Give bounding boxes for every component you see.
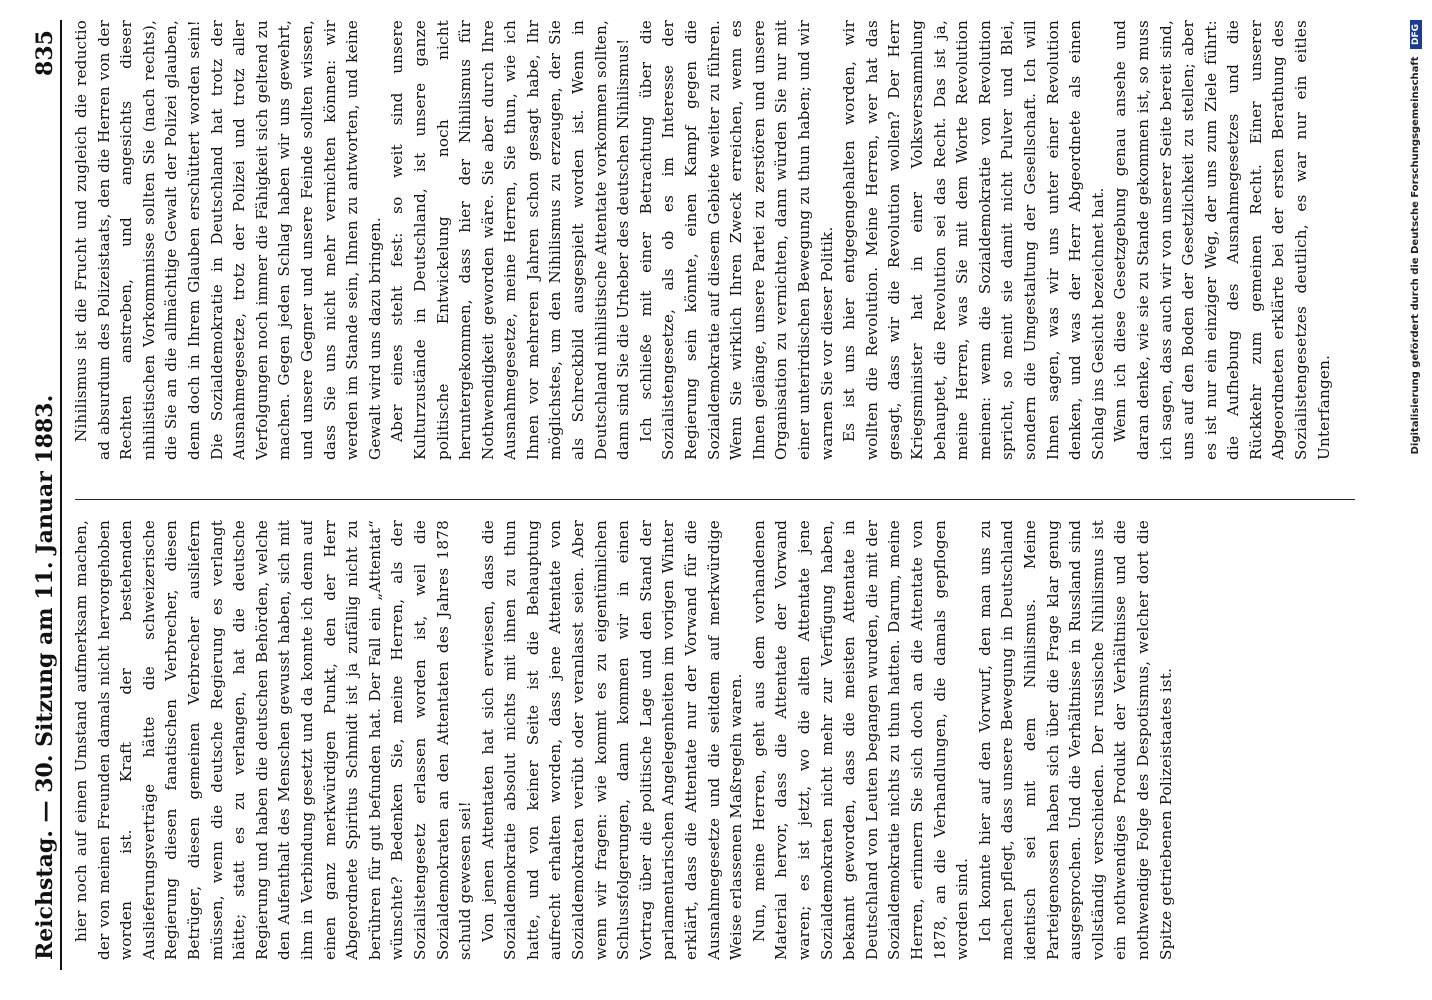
digitization-credit <box>1410 20 1428 980</box>
paragraph: Aber eines steht fest: so weit sind unsere Kulturzustände in Deutschland, ist unsere ganze politische Entwickelung noch nicht heruntergekommen, dass hier der Nihilismus für Nothwendigkeit geworden wäre. Sie aber durch Ihre Ausnahmegesetze, meine Herren, Sie thun, wie ich Ihnen vor mehreren Jahren schon gesagt habe, Ihr möglichstes, um den Nihilismus zu erzeugen, der Sie als Schreckbild ausgespielt worden ist. Wenn in Deutschland nihilistische Attentate vorkommen sollten, dann sind Sie die Urheber des deutschen Nihilismus! <box>388 20 633 460</box>
dfg-logo: DFG <box>1410 20 1422 49</box>
page-header <box>30 20 62 970</box>
text-column-left <box>70 520 1370 960</box>
paragraph: Wenn ich diese Gesetzgebung genau ansehe und daran denke, wie sie zu Stande gekommen ist, so muss ich sagen, dass auch wir von unserer Seite bereit sind, uns auf den Boden der Gesetzlichkeit zu stellen; aber es ist nur ein einziger Weg, der uns zum Ziele führt: die Aufhebung des Ausnahmegesetzes und die Rückkehr zum gemeinen Recht. Einer unserer Abgeordneten erklärte bei der ersten Berathung des Sozialistengesetzes deutlich, es war nur ein eitles Unterfangen. <box>1111 20 1333 460</box>
header-title: Reichstag. — 30. Sitzung am 11. Januar 1883. <box>32 394 58 960</box>
paragraph: Es ist uns hier entgegengehalten worden, wir wollten die Revolution. Meine Herren, wer hat das gesagt, dass wir die Revolution wollen? Der Herr Kriegsminister hat in einer Volksversammlung behauptet, die Revolution sei das Recht. Das ist ja, meine Herren, was Sie mit dem Worte Revolution meinen: wenn die Sozialdemokratie von Revolution spricht, so meint sie damit nicht Pulver und Blei, sondern die Umgestaltung der Gesellschaft. Ich will Ihnen sagen, was wir uns unter einer Revolution denken, und was der Herr Abgeordnete als einen Schlag ins Gesicht bezeichnet hat. <box>840 20 1107 460</box>
paragraph: Nihilismus ist die Frucht und zugleich die reductio ad absurdum des Polizeistaats, den die Herren von der Rechten anstreben, und angesichts dieser nihilistischen Vorkommnisse sollten Sie (nach rechts), die Sie an die allmächtige Gewalt der Polizei glauben, denn doch in Ihrem Glauben erschüttert worden sein! Die Sozialdemokratie in Deutschland hat trotz der Ausnahmegesetze, trotz der Polizei und trotz aller Verfolgungen noch immer die Fähigkeit sich geltend zu machen. Gegen jeden Schlag haben wir uns gewehrt, und unsere Gegner und unsere Feinde sollten wissen, dass Sie uns nicht mehr vernichten können: wir werden im Stande sein, Ihnen zu antworten, und keine Gewalt wird uns dazu bringen. <box>72 20 384 460</box>
credit-text: Digitalisierung gefördert durch die Deutsche Forschungsgemeinschaft <box>1410 56 1421 455</box>
page-number: 835 <box>32 30 58 76</box>
column-divider <box>75 499 1355 500</box>
text-column-right <box>70 20 1370 460</box>
paragraph: Ich konnte hier auf den Vorwurf, den man uns zu machen pflegt, dass unsere Bewegung in Deutschland identisch sei mit dem Nihilismus. Meine Parteigenossen haben sich über die Frage klar genug ausgesprochen. Und die Verhältnisse in Russland sind vollständig verschieden. Der russische Nihilismus ist ein nothwendiges Produkt der Verhältnisse und die nothwendige Folge des Despotismus, welcher dort die Spitze getriebenen Polizeistaates ist. <box>975 520 1175 960</box>
paragraph: Nun, meine Herren, geht aus dem vorhandenen Material hervor, dass die Attentate der Vorwand waren; es ist jetzt, wo die alten Attentate jene Sozialdemokraten nicht mehr zur Verfügung haben, bekannt geworden, dass die meisten Attentate in Deutschland von Leuten begangen wurden, die mit der Sozialdemokratie nichts zu thun hatten. Darum, meine Herren, erinnern Sie sich doch an die Attentate von 1878, an die Verhandlungen, die damals gepflogen worden sind. <box>749 520 972 960</box>
paragraph: Von jenen Attentaten hat sich erwiesen, dass die Sozialdemokratie absolut nichts mit ihnen zu thun hatte, und von keiner Seite ist die Behauptung aufrecht erhalten worden, dass jene Attentate von Sozialdemokraten verübt oder veranlasst seien. Aber wenn wir fragen: wie kommt es zu eigentümlichen Schlussfolgerungen, dann kommen wir in einen Vortrag über die politische Lage und den Stand der parlamentarischen Angelegenheiten im vorigen Winter erklärt, dass die Attentate nur der Vorwand für die Ausnahmegesetze und die seitdem auf merkwürdige Weise erlassenen Maßregeln waren. <box>478 520 746 960</box>
paragraph: Ich schließe mit einer Betrachtung über die Sozialistengesetze, als ob es im Interesse der Regierung sein könnte, einen Kampf gegen die Sozialdemokratie auf diesem Gebiete weiter zu führen. Wenn Sie wirklich Ihren Zweck erreichen, wenn es Ihnen gelänge, unsere Partei zu zerstören und unsere Organisation zu vernichten, dann würden Sie nur mit einer unterirdischen Bewegung zu thun haben; und wir warnen Sie vor dieser Politik. <box>636 20 836 460</box>
paragraph: hier noch auf einen Umstand aufmerksam machen, der von meinen Freunden damals nicht hervorgehoben worden ist. Kraft der bestehenden Auslieferungsverträge hätte die schweizerische Regierung diesen fanatischen Verbrecher, diesen Betrüger, diesen gemeinen Verbrecher ausliefern müssen, wenn die deutsche Regierung es verlangt hätte; statt es zu verlangen, hat die deutsche Regierung und haben die deutschen Behörden, welche den Aufenthalt des Menschen gewusst haben, sich mit ihm in Verbindung gesetzt und da konnte ich denn auf einen ganz merkwürdigen Punkt, den der Herr Abgeordnete Spiritus Schmidt ist ja zufällig nicht zu berühren für gut befunden hat. Der Fall ein „Attentat“ wünschte? Bedenken Sie, meine Herren, als der Sozialistengesetz erlassen worden ist, weil die Sozialdemokraten an den Attentaten des Jahres 1878 schuld gewesen sei! <box>72 520 475 960</box>
